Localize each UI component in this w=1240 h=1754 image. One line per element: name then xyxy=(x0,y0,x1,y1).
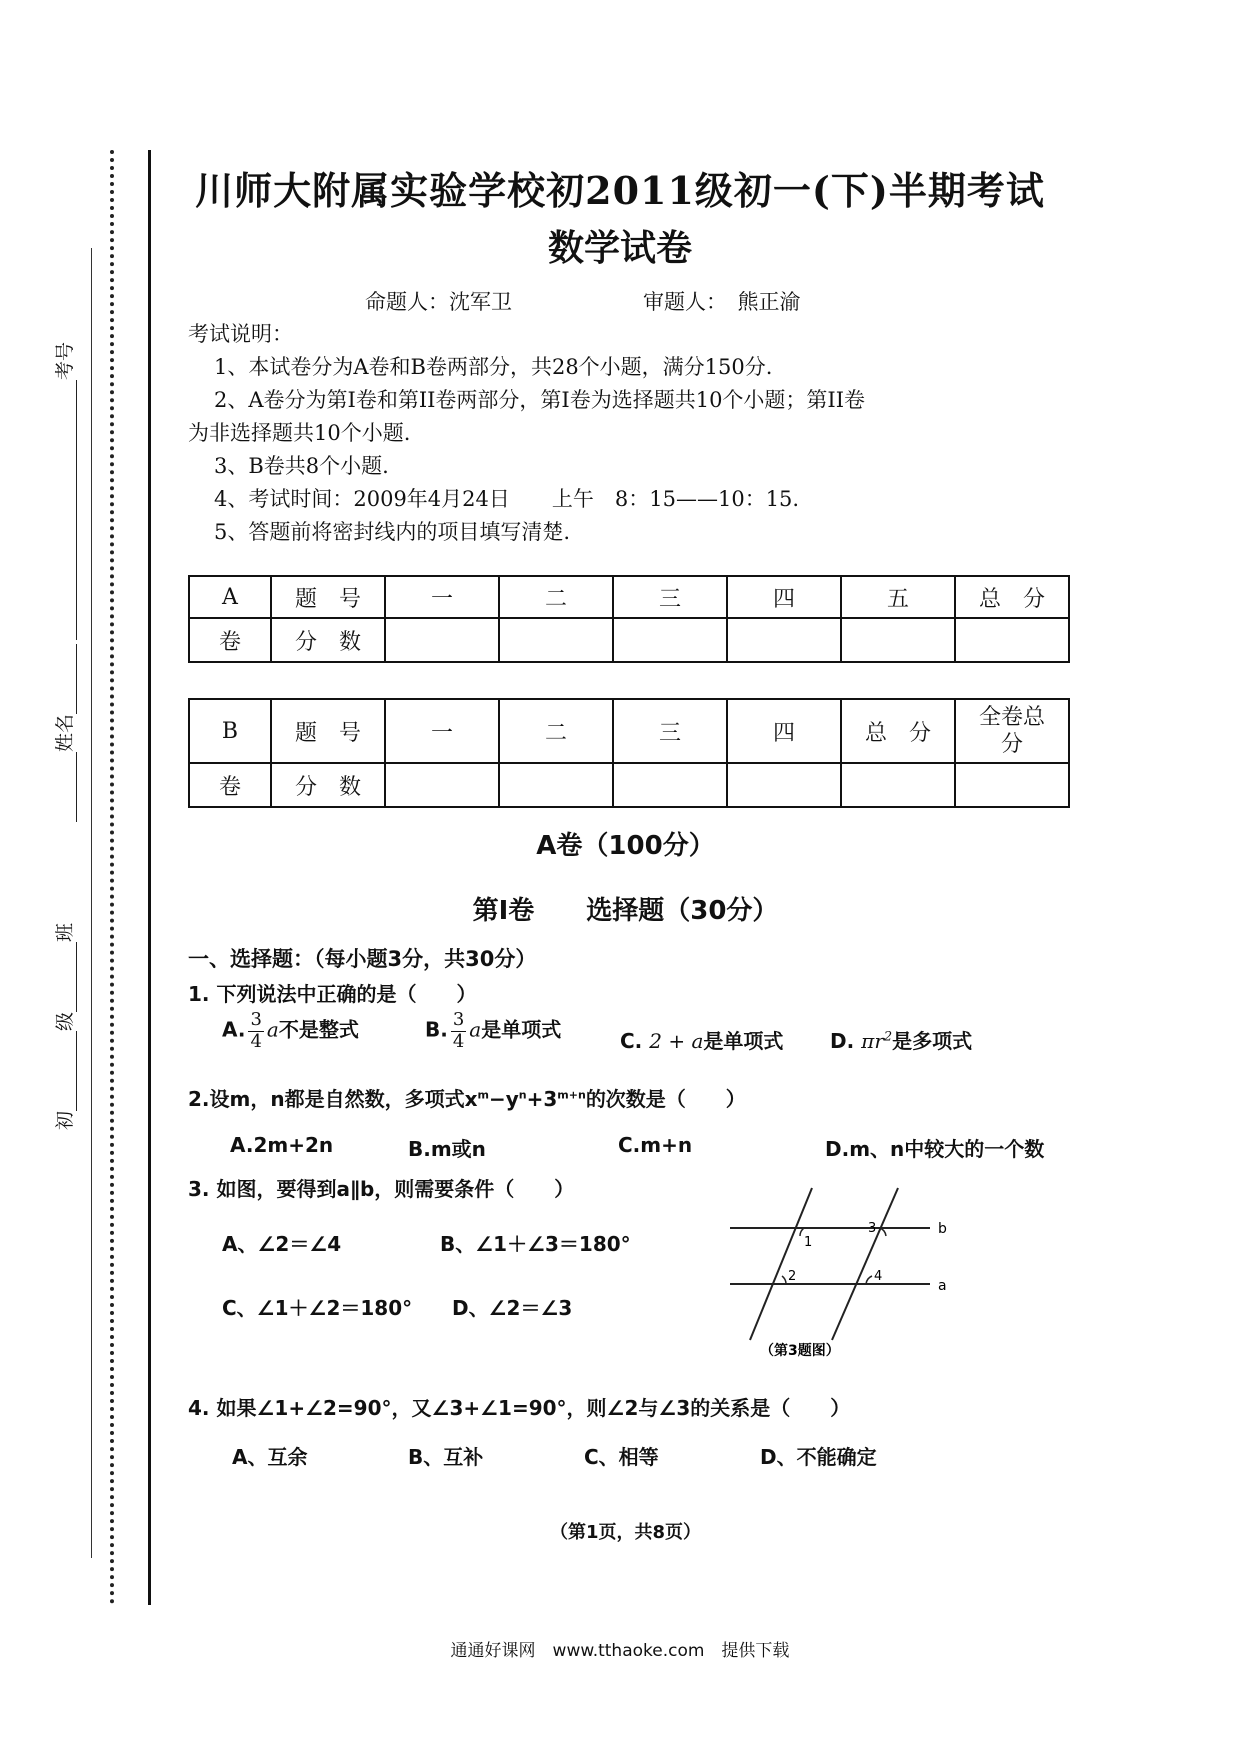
table-a-label-top: A xyxy=(189,576,271,618)
q2-stem: 2.设m，n都是自然数，多项式$x^m-y^n+3^{m+n}$的次数是（ ） xyxy=(188,1087,746,1111)
q4-stem: 4. 如果∠1+∠2=90°，又∠3+∠1=90°，则∠2与∠3的关系是（ ） xyxy=(188,1396,851,1420)
figure-caption: （第3题图） xyxy=(760,1343,840,1359)
q3-option-b: B、∠1＋∠3＝180° xyxy=(440,1232,631,1256)
table-b-row1-head: 题 号 xyxy=(271,699,385,763)
angle-4-arc xyxy=(866,1276,872,1284)
q3-option-d: D、∠2＝∠3 xyxy=(452,1296,573,1320)
table-a-score-cell xyxy=(499,618,613,662)
transversal-right xyxy=(832,1188,898,1340)
exam-number-label: 考号 xyxy=(54,341,76,380)
q2-option-c: C.m+n xyxy=(618,1133,693,1157)
page-number: （第1页，共8页） xyxy=(549,1522,702,1543)
q1-option-d: D. $\pi r^2$是多项式 xyxy=(830,1029,973,1053)
reviewer: 审题人： 熊正渝 xyxy=(643,290,801,314)
seal-solid-line xyxy=(148,150,151,1605)
class-field xyxy=(50,923,77,1130)
table-b-label-top: B xyxy=(189,699,271,763)
table-a-score-cell xyxy=(841,618,955,662)
table-a-row1-head: 题 号 xyxy=(271,576,385,618)
section-a-heading: A卷（100分） xyxy=(536,831,715,861)
table-b-score-cell xyxy=(385,763,499,807)
table-b-label-bottom: 卷 xyxy=(189,763,271,807)
q2-option-b: B.m或n xyxy=(408,1137,486,1161)
table-a-col-2: 二 xyxy=(499,576,613,618)
instruction-4: 4、考试时间：2009年4月24日 上午 8：15——10：15. xyxy=(214,487,800,511)
table-b-score-cell xyxy=(841,763,955,807)
table-a-col-4: 四 xyxy=(727,576,841,618)
table-a-score-cell xyxy=(613,618,727,662)
angle-2-arc xyxy=(782,1276,786,1284)
score-table-a xyxy=(188,575,1070,663)
table-b-score-cell xyxy=(727,763,841,807)
q1-option-b: B. $\frac{3}{4}$ a是单项式 xyxy=(425,1009,562,1052)
table-b-col-3: 三 xyxy=(613,699,727,763)
choice-section-heading: 一、选择题：（每小题3分，共30分） xyxy=(188,947,537,971)
table-b-col-2: 二 xyxy=(499,699,613,763)
q1-a-fraction: $\frac{3}{4}$ xyxy=(250,1009,262,1052)
figure-label-4: 4 xyxy=(874,1269,883,1284)
table-a-col-total: 总 分 xyxy=(955,576,1069,618)
instruction-2b: 为非选择题共10个小题. xyxy=(188,421,411,445)
table-a-col-3: 三 xyxy=(613,576,727,618)
q4-option-c: C、相等 xyxy=(584,1445,659,1469)
table-a-row2-head: 分 数 xyxy=(271,618,385,662)
q4-option-b: B、互补 xyxy=(408,1445,484,1469)
figure-label-3: 3 xyxy=(868,1221,877,1236)
figure-label-b: b xyxy=(938,1221,947,1237)
table-a-col-1: 一 xyxy=(385,576,499,618)
instruction-2a: 2、A卷分为第I卷和第II卷两部分，第I卷为选择题共10个小题；第II卷 xyxy=(214,388,866,412)
q1-stem: 1. 下列说法中正确的是（ ） xyxy=(188,982,477,1006)
watermark-text: 通通好课网 www.tthaoke.com 提供下载 xyxy=(450,1641,790,1661)
angle-3-arc xyxy=(880,1228,886,1236)
score-table-b xyxy=(188,698,1070,808)
q1-option-c: C. 2 + a是单项式 xyxy=(620,1029,784,1053)
exam-title: 川师大附属实验学校初2011级初一(下)半期考试 xyxy=(195,168,1045,213)
name-label: 姓名 xyxy=(54,713,76,752)
table-a-score-cell xyxy=(727,618,841,662)
grade-label: 级 xyxy=(54,1011,76,1031)
figure-label-2: 2 xyxy=(788,1269,797,1284)
instruction-3: 3、B卷共8个小题. xyxy=(214,454,389,478)
figure-label-a: a xyxy=(938,1278,947,1294)
setter: 命题人：沈军卫 xyxy=(365,290,512,314)
q3-figure xyxy=(720,1170,960,1360)
table-b-col-total: 总 分 xyxy=(841,699,955,763)
q4-option-d: D、不能确定 xyxy=(760,1445,877,1469)
table-b-grand-total-line1: 全卷总 xyxy=(978,704,1045,730)
q3-stem: 3. 如图，要得到a∥b，则需要条件（ ） xyxy=(188,1177,575,1201)
table-b-score-cell xyxy=(613,763,727,807)
figure-label-1: 1 xyxy=(804,1235,813,1250)
table-a-label-bottom: 卷 xyxy=(189,618,271,662)
seal-thin-line xyxy=(91,248,92,1558)
class-label: 班 xyxy=(54,922,76,942)
instructions-heading: 考试说明： xyxy=(188,322,293,346)
table-b-grand-total-line2: 分 xyxy=(1000,732,1023,757)
part1-heading: 第I卷 选择题（30分） xyxy=(472,896,779,926)
name-field xyxy=(50,644,77,822)
q2-option-d: D.m、n中较大的一个数 xyxy=(825,1137,1045,1161)
instruction-1: 1、本试卷分为A卷和B卷两部分，共28个小题，满分150分. xyxy=(214,355,773,379)
table-b-score-cell xyxy=(955,763,1069,807)
table-b-col-4: 四 xyxy=(727,699,841,763)
q1-b-fraction: $\frac{3}{4}$ xyxy=(452,1009,465,1052)
table-a-col-5: 五 xyxy=(841,576,955,618)
q4-option-a: A、互余 xyxy=(232,1445,308,1469)
table-a-score-cell xyxy=(955,618,1069,662)
seal-dotted-line xyxy=(110,150,114,1605)
table-b-row2-head: 分 数 xyxy=(271,763,385,807)
table-b-score-cell xyxy=(499,763,613,807)
table-a-score-cell xyxy=(385,618,499,662)
exam-subtitle: 数学试卷 xyxy=(547,227,692,269)
instruction-5: 5、答题前将密封线内的项目填写清楚. xyxy=(214,520,571,544)
table-b-col-1: 一 xyxy=(385,699,499,763)
exam-number-field xyxy=(50,342,77,640)
table-b-grand-total xyxy=(955,699,1069,763)
q3-option-c: C、∠1＋∠2＝180° xyxy=(222,1296,413,1320)
q3-option-a: A、∠2＝∠4 xyxy=(222,1232,342,1256)
q2-option-a: A.2m+2n xyxy=(230,1133,334,1157)
transversal-left xyxy=(750,1188,812,1340)
chu-label: 初 xyxy=(54,1110,76,1130)
q1-option-a: A. $\frac{3}{4}$ a不是整式 xyxy=(222,1009,359,1052)
